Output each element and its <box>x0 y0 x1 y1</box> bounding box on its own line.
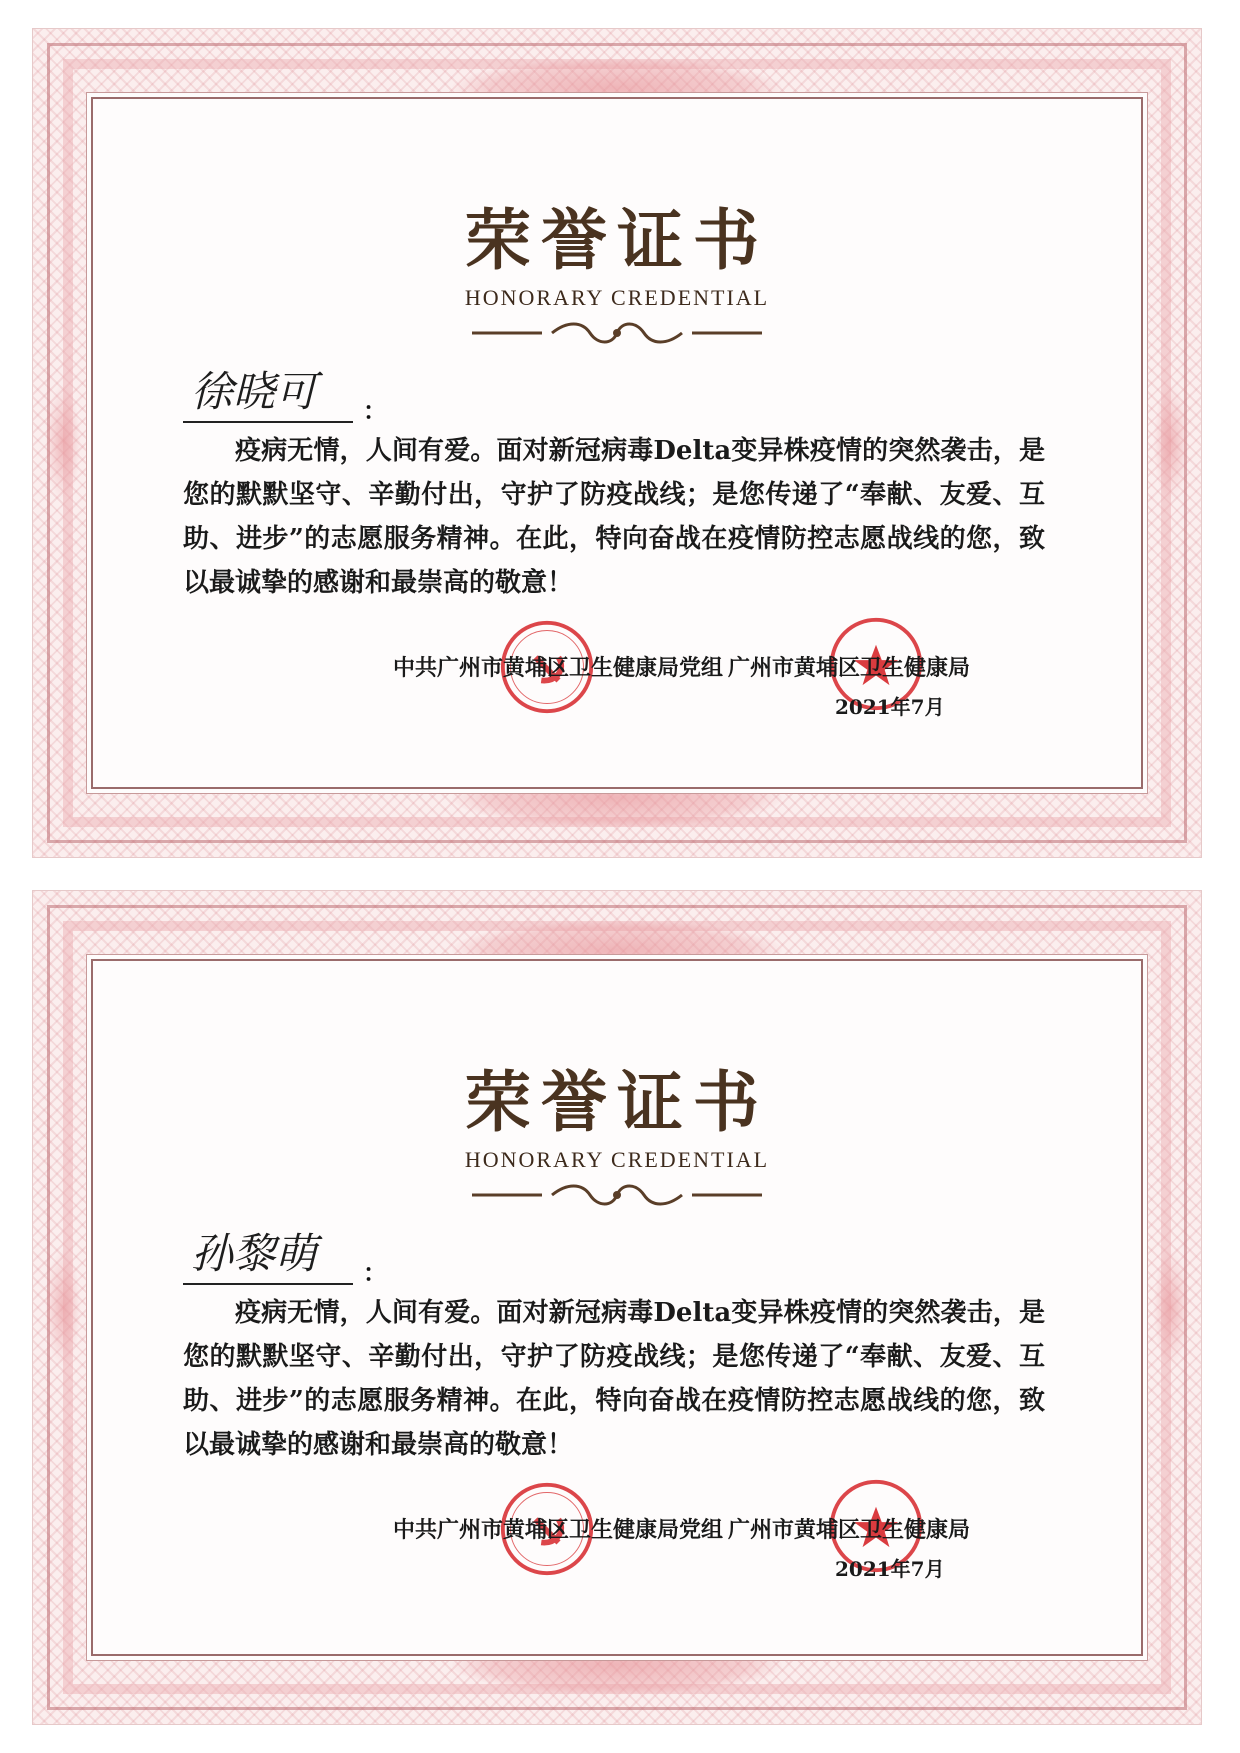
certificate-body: 疫病无情，人间有爱。面对新冠病毒Delta变异株疫情的突然袭击，是您的默默坚守、辛勤付出，守护了防疫战线；是您传递了“奉献、友爱、互助、进步”的志愿服务精神。在此，特向奋战在疫情防控志愿战线的您，致以最诚挚的感谢和最崇高的敬意！ <box>183 436 1045 598</box>
left-flower-ornament <box>45 1248 81 1368</box>
certificate-title: 荣誉证书 <box>465 1063 769 1141</box>
name-colon: ： <box>363 396 387 425</box>
certificate-1 <box>32 28 1202 858</box>
recipient-name: 徐晓可 <box>191 367 318 416</box>
right-flower-ornament <box>1153 1248 1189 1368</box>
name-colon: ： <box>363 1258 387 1287</box>
left-flower-ornament <box>45 383 81 503</box>
recipient-name: 孙黎萌 <box>191 1229 318 1278</box>
certificate-panel <box>91 959 1143 1656</box>
issuer-party-group: 中共广州市黄埔区卫生健康局党组 <box>393 655 724 681</box>
certificate-title: 荣誉证书 <box>465 201 769 279</box>
certificate-panel <box>91 97 1143 789</box>
issuer-party-group: 中共广州市黄埔区卫生健康局党组 <box>393 1517 724 1543</box>
scroll-ornament-icon <box>472 1183 762 1207</box>
certificate-2 <box>32 890 1202 1725</box>
certificate-subtitle: HONORARY CREDENTIAL <box>464 1147 770 1172</box>
issuer-health-bureau: 广州市黄埔区卫生健康局 <box>728 655 971 681</box>
issue-date: 2021年7月 <box>835 1557 945 1581</box>
recipient-name-line <box>183 1223 353 1285</box>
issuer-health-bureau: 广州市黄埔区卫生健康局 <box>728 1517 971 1543</box>
recipient-name-line <box>183 361 353 423</box>
scroll-ornament-icon <box>472 321 762 345</box>
certificate-subtitle: HONORARY CREDENTIAL <box>464 285 770 310</box>
right-flower-ornament <box>1153 383 1189 503</box>
issue-date: 2021年7月 <box>835 695 945 719</box>
certificate-body: 疫病无情，人间有爱。面对新冠病毒Delta变异株疫情的突然袭击，是您的默默坚守、辛勤付出，守护了防疫战线；是您传递了“奉献、友爱、互助、进步”的志愿服务精神。在此，特向奋战在疫情防控志愿战线的您，致以最诚挚的感谢和最崇高的敬意！ <box>183 1298 1045 1460</box>
